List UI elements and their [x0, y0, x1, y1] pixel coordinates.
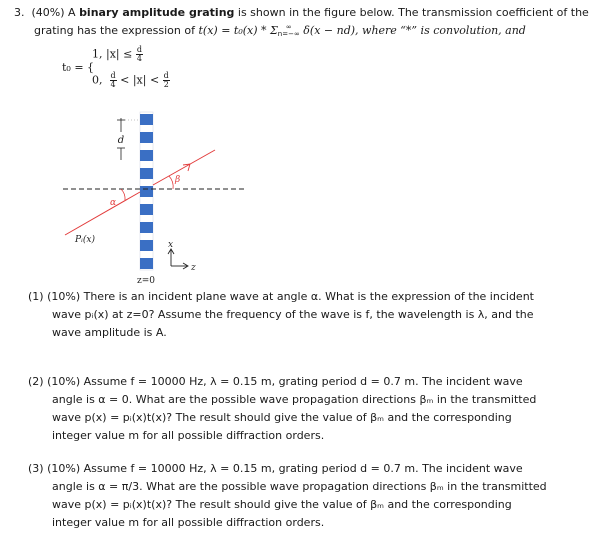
grating-slit: [140, 114, 153, 125]
question-2-line-3: wave p(x) = pᵢ(x)t(x)? The result should give the value of βₘ and the corresponding: [52, 411, 512, 424]
question-2-line-2: angle is α = 0. What are the possible wave propagation directions βₘ in the transmitted: [52, 393, 537, 406]
t0-label: t₀ = {: [62, 61, 95, 74]
question-3-line-2: angle is α = π/3. What are the possible wave propagation directions βₘ in the transmitted: [52, 480, 547, 493]
label-alpha: α: [110, 198, 117, 208]
grating-slit: [140, 132, 153, 143]
question-3-line-1: (3) (10%) Assume f = 10000 Hz, λ = 0.15 m, grating period d = 0.7 m. The incident wave: [28, 462, 523, 475]
label-beta: β: [175, 175, 181, 185]
sum-limits: ∞ n=−∞: [277, 23, 300, 38]
grating-figure: [55, 110, 255, 285]
grating-slits: [140, 114, 153, 269]
label-z: z: [191, 263, 196, 273]
delta-expression: δ(x − nd), where “*” is convolution, and: [303, 24, 526, 37]
alpha-arc: [121, 189, 125, 200]
problem-expression-line: [34, 24, 526, 38]
t-expression: t(x) = t₀(x) * Σ: [198, 24, 278, 37]
grating-slit: [140, 186, 153, 197]
problem-bold-phrase: binary amplitude grating: [79, 6, 235, 19]
grating-slit: [140, 240, 153, 251]
label-z0: z=0: [136, 276, 156, 285]
t0-case-2: 0, $\frac{d}{4}$ < |x| < $\frac{d}{2}$: [92, 71, 169, 89]
question-1-line-3: wave amplitude is A.: [52, 326, 167, 339]
question-1-line-1: (1) (10%) There is an incident plane wave at angle α. What is the expression of the incident: [28, 290, 534, 303]
grating-slit: [140, 150, 153, 161]
label-pi: Pᵢ(x): [75, 235, 95, 245]
problem-weight: (40%) A: [31, 6, 80, 19]
question-1-line-2: wave pᵢ(x) at z=0? Assume the frequency of the wave is f, the wavelength is λ, and the: [52, 308, 534, 321]
grating-slit: [140, 222, 153, 233]
problem-intro-rest: is shown in the figure below. The transmission coefficient of the: [234, 6, 589, 19]
grating-slit: [140, 258, 153, 269]
incident-ray: [65, 192, 140, 235]
t0-case-1: 1, |x| ≤ $\frac{d}{4}$: [92, 45, 142, 63]
question-2-line-1: (2) (10%) Assume f = 10000 Hz, λ = 0.15 m, grating period d = 0.7 m. The incident wave: [28, 375, 523, 388]
grating-slit: [140, 204, 153, 215]
transmitted-ray: [153, 150, 215, 185]
question-3-line-3: wave p(x) = pᵢ(x)t(x)? The result should give the value of βₘ and the corresponding: [52, 498, 512, 511]
question-3-line-4: integer value m for all possible diffraction orders.: [52, 516, 325, 529]
problem-intro-line: [14, 6, 589, 20]
grating-slit: [140, 168, 153, 179]
beta-arc: [169, 176, 173, 189]
label-x: x: [168, 240, 174, 250]
problem-number: 3.: [14, 6, 25, 19]
expression-lead: grating has the expression of: [34, 24, 199, 37]
question-2-line-4: integer value m for all possible diffraction orders.: [52, 429, 325, 442]
label-d: d: [117, 135, 125, 146]
